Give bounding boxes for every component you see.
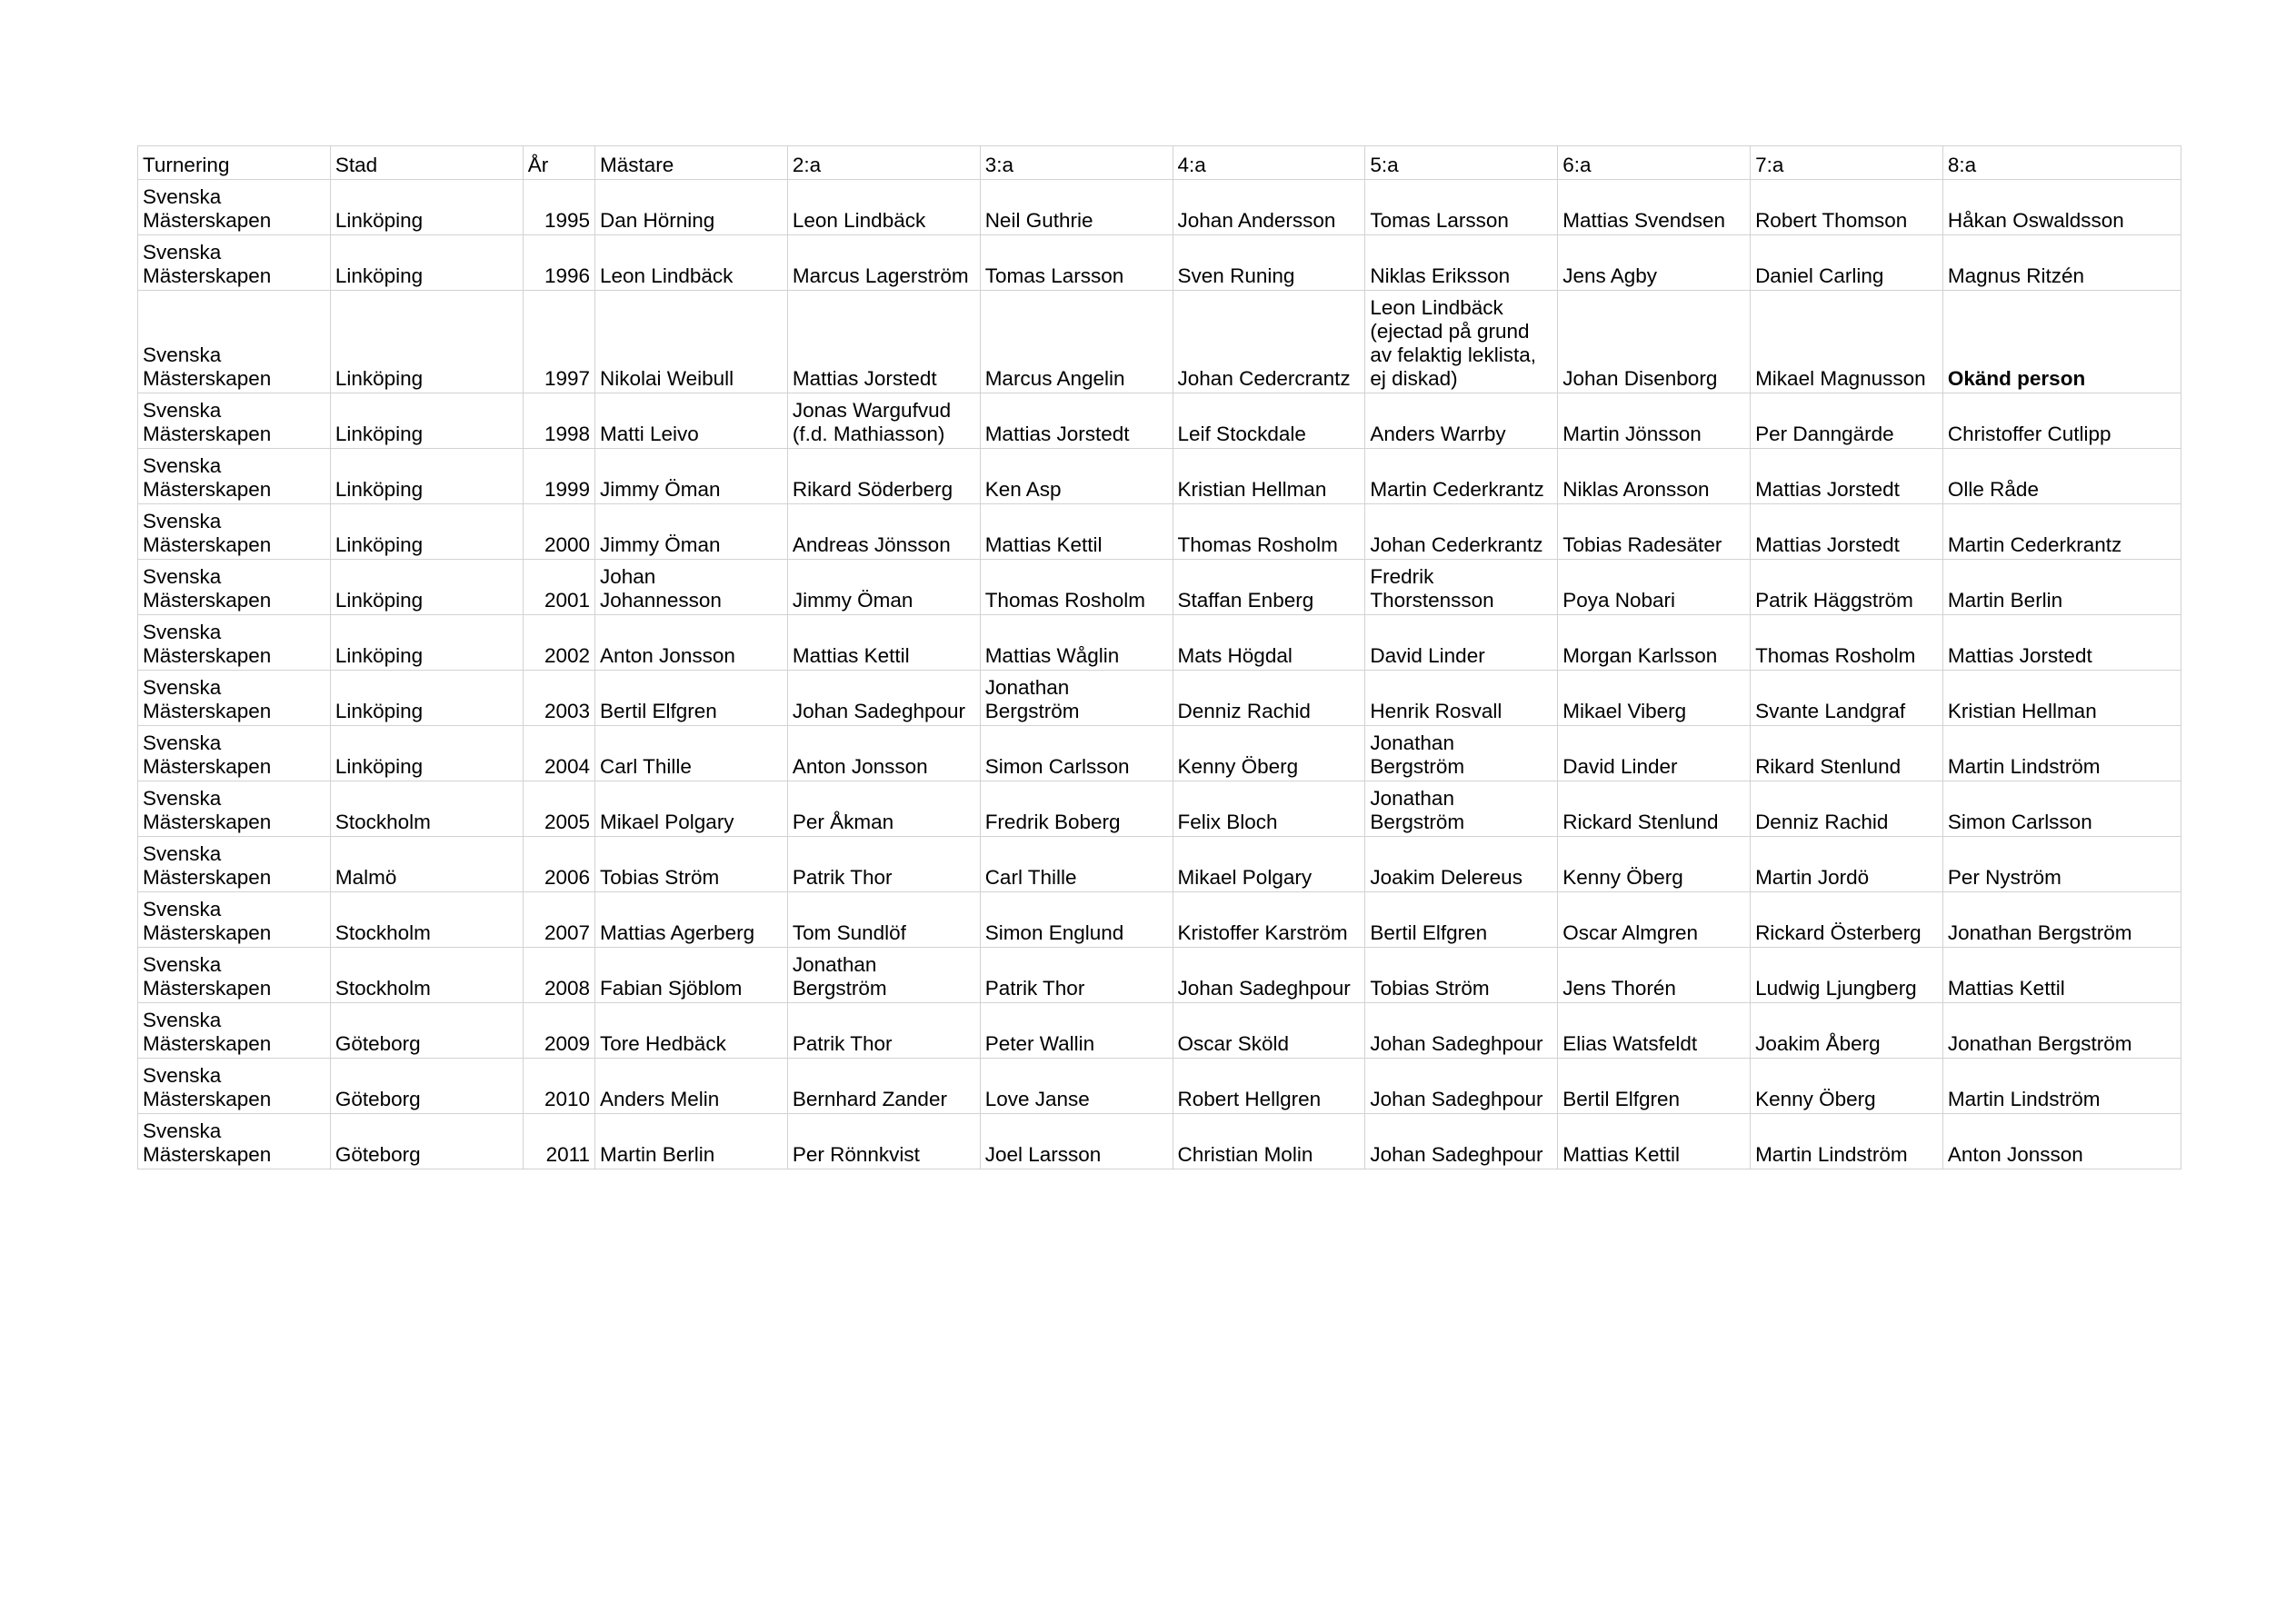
table-row	[138, 671, 2181, 726]
city-cell: Linköping	[330, 560, 523, 615]
fourth-place-cell: Sven Runing	[1173, 235, 1365, 291]
third-place-cell: Thomas Rosholm	[980, 560, 1173, 615]
fifth-place-cell: Joakim Delereus	[1365, 837, 1558, 892]
seventh-place-cell: Rikard Stenlund	[1751, 726, 1943, 781]
champion-cell: Johan Johannesson	[595, 560, 788, 615]
eighth-place-cell: Martin Cederkrantz	[1942, 504, 2181, 560]
tournament-cell: Svenska Mästerskapen	[138, 393, 331, 449]
table-body	[138, 180, 2181, 1169]
third-place-cell: Jonathan Bergström	[980, 671, 1173, 726]
eighth-place-cell: Jonathan Bergström	[1942, 892, 2181, 948]
eighth-place-cell: Magnus Ritzén	[1942, 235, 2181, 291]
champion-cell: Martin Berlin	[595, 1114, 788, 1169]
city-cell: Linköping	[330, 726, 523, 781]
table-row	[138, 504, 2181, 560]
second-place-cell: Jimmy Öman	[787, 560, 980, 615]
column-header: 7:a	[1751, 146, 1943, 180]
fifth-place-cell: Johan Cederkrantz	[1365, 504, 1558, 560]
champion-cell: Mattias Agerberg	[595, 892, 788, 948]
column-header: Turnering	[138, 146, 331, 180]
seventh-place-cell: Joakim Åberg	[1751, 1003, 1943, 1059]
eighth-place-cell: Martin Berlin	[1942, 560, 2181, 615]
second-place-cell: Per Åkman	[787, 781, 980, 837]
table-row	[138, 180, 2181, 235]
fourth-place-cell: Mikael Polgary	[1173, 837, 1365, 892]
city-cell: Stockholm	[330, 948, 523, 1003]
seventh-place-cell: Robert Thomson	[1751, 180, 1943, 235]
column-header: År	[523, 146, 594, 180]
fifth-place-cell: Martin Cederkrantz	[1365, 449, 1558, 504]
year-cell: 2007	[523, 892, 594, 948]
third-place-cell: Fredrik Boberg	[980, 781, 1173, 837]
column-header: 8:a	[1942, 146, 2181, 180]
city-cell: Linköping	[330, 671, 523, 726]
city-cell: Stockholm	[330, 781, 523, 837]
fifth-place-cell: Johan Sadeghpour	[1365, 1059, 1558, 1114]
second-place-cell: Anton Jonsson	[787, 726, 980, 781]
champion-cell: Anders Melin	[595, 1059, 788, 1114]
seventh-place-cell: Martin Lindström	[1751, 1114, 1943, 1169]
sixth-place-cell: Kenny Öberg	[1558, 837, 1751, 892]
fourth-place-cell: Johan Cedercrantz	[1173, 291, 1365, 393]
year-cell: 1995	[523, 180, 594, 235]
fifth-place-cell: Tomas Larsson	[1365, 180, 1558, 235]
third-place-cell: Ken Asp	[980, 449, 1173, 504]
second-place-cell: Leon Lindbäck	[787, 180, 980, 235]
eighth-place-cell: Mattias Kettil	[1942, 948, 2181, 1003]
year-cell: 2008	[523, 948, 594, 1003]
third-place-cell: Mattias Jorstedt	[980, 393, 1173, 449]
sixth-place-cell: Bertil Elfgren	[1558, 1059, 1751, 1114]
year-cell: 1996	[523, 235, 594, 291]
city-cell: Göteborg	[330, 1003, 523, 1059]
tournament-cell: Svenska Mästerskapen	[138, 892, 331, 948]
sixth-place-cell: Johan Disenborg	[1558, 291, 1751, 393]
champion-cell: Carl Thille	[595, 726, 788, 781]
champion-cell: Jimmy Öman	[595, 449, 788, 504]
year-cell: 2002	[523, 615, 594, 671]
sixth-place-cell: Elias Watsfeldt	[1558, 1003, 1751, 1059]
fifth-place-cell: Fredrik Thorstensson	[1365, 560, 1558, 615]
city-cell: Linköping	[330, 291, 523, 393]
table-row	[138, 291, 2181, 393]
fifth-place-cell: Henrik Rosvall	[1365, 671, 1558, 726]
tournament-cell: Svenska Mästerskapen	[138, 1114, 331, 1169]
fifth-place-cell: Bertil Elfgren	[1365, 892, 1558, 948]
fifth-place-cell: Leon Lindbäck (ejectad på grund av felaktig leklista, ej diskad)	[1365, 291, 1558, 393]
year-cell: 2005	[523, 781, 594, 837]
tournament-cell: Svenska Mästerskapen	[138, 560, 331, 615]
third-place-cell: Peter Wallin	[980, 1003, 1173, 1059]
table-row	[138, 948, 2181, 1003]
third-place-cell: Simon Englund	[980, 892, 1173, 948]
second-place-cell: Bernhard Zander	[787, 1059, 980, 1114]
fourth-place-cell: Thomas Rosholm	[1173, 504, 1365, 560]
sixth-place-cell: Niklas Aronsson	[1558, 449, 1751, 504]
year-cell: 2000	[523, 504, 594, 560]
header-row	[138, 146, 2181, 180]
seventh-place-cell: Rickard Österberg	[1751, 892, 1943, 948]
table-row	[138, 837, 2181, 892]
column-header: 5:a	[1365, 146, 1558, 180]
column-header: Stad	[330, 146, 523, 180]
tournament-cell: Svenska Mästerskapen	[138, 180, 331, 235]
year-cell: 1999	[523, 449, 594, 504]
eighth-place-cell: Martin Lindström	[1942, 1059, 2181, 1114]
eighth-place-cell: Håkan Oswaldsson	[1942, 180, 2181, 235]
fourth-place-cell: Kristian Hellman	[1173, 449, 1365, 504]
year-cell: 2001	[523, 560, 594, 615]
table-row	[138, 1003, 2181, 1059]
second-place-cell: Tom Sundlöf	[787, 892, 980, 948]
eighth-place-cell: Simon Carlsson	[1942, 781, 2181, 837]
year-cell: 2003	[523, 671, 594, 726]
second-place-cell: Andreas Jönsson	[787, 504, 980, 560]
seventh-place-cell: Mattias Jorstedt	[1751, 504, 1943, 560]
second-place-cell: Rikard Söderberg	[787, 449, 980, 504]
fourth-place-cell: Kristoffer Karström	[1173, 892, 1365, 948]
sixth-place-cell: David Linder	[1558, 726, 1751, 781]
tournament-cell: Svenska Mästerskapen	[138, 781, 331, 837]
second-place-cell: Patrik Thor	[787, 1003, 980, 1059]
tournament-cell: Svenska Mästerskapen	[138, 235, 331, 291]
second-place-cell: Per Rönnkvist	[787, 1114, 980, 1169]
third-place-cell: Carl Thille	[980, 837, 1173, 892]
eighth-place-cell: Kristian Hellman	[1942, 671, 2181, 726]
sixth-place-cell: Mattias Svendsen	[1558, 180, 1751, 235]
results-table	[137, 145, 2181, 1169]
champion-cell: Anton Jonsson	[595, 615, 788, 671]
year-cell: 2006	[523, 837, 594, 892]
champion-cell: Bertil Elfgren	[595, 671, 788, 726]
fourth-place-cell: Kenny Öberg	[1173, 726, 1365, 781]
year-cell: 2004	[523, 726, 594, 781]
seventh-place-cell: Patrik Häggström	[1751, 560, 1943, 615]
eighth-place-cell: Okänd person	[1942, 291, 2181, 393]
second-place-cell: Mattias Kettil	[787, 615, 980, 671]
champion-cell: Fabian Sjöblom	[595, 948, 788, 1003]
champion-cell: Dan Hörning	[595, 180, 788, 235]
fifth-place-cell: Niklas Eriksson	[1365, 235, 1558, 291]
seventh-place-cell: Mattias Jorstedt	[1751, 449, 1943, 504]
seventh-place-cell: Mikael Magnusson	[1751, 291, 1943, 393]
column-header: 4:a	[1173, 146, 1365, 180]
city-cell: Stockholm	[330, 892, 523, 948]
second-place-cell: Mattias Jorstedt	[787, 291, 980, 393]
column-header: Mästare	[595, 146, 788, 180]
eighth-place-cell: Jonathan Bergström	[1942, 1003, 2181, 1059]
sixth-place-cell: Poya Nobari	[1558, 560, 1751, 615]
city-cell: Göteborg	[330, 1059, 523, 1114]
seventh-place-cell: Kenny Öberg	[1751, 1059, 1943, 1114]
year-cell: 2011	[523, 1114, 594, 1169]
year-cell: 1997	[523, 291, 594, 393]
year-cell: 2009	[523, 1003, 594, 1059]
sixth-place-cell: Jens Agby	[1558, 235, 1751, 291]
third-place-cell: Joel Larsson	[980, 1114, 1173, 1169]
third-place-cell: Mattias Wåglin	[980, 615, 1173, 671]
fourth-place-cell: Johan Sadeghpour	[1173, 948, 1365, 1003]
fourth-place-cell: Felix Bloch	[1173, 781, 1365, 837]
fifth-place-cell: David Linder	[1365, 615, 1558, 671]
fifth-place-cell: Johan Sadeghpour	[1365, 1114, 1558, 1169]
column-header: 3:a	[980, 146, 1173, 180]
tournament-cell: Svenska Mästerskapen	[138, 671, 331, 726]
city-cell: Linköping	[330, 504, 523, 560]
city-cell: Linköping	[330, 615, 523, 671]
table-row	[138, 235, 2181, 291]
second-place-cell: Jonas Wargufvud (f.d. Mathiasson)	[787, 393, 980, 449]
third-place-cell: Marcus Angelin	[980, 291, 1173, 393]
sixth-place-cell: Oscar Almgren	[1558, 892, 1751, 948]
third-place-cell: Patrik Thor	[980, 948, 1173, 1003]
fourth-place-cell: Christian Molin	[1173, 1114, 1365, 1169]
table-row	[138, 1114, 2181, 1169]
fifth-place-cell: Tobias Ström	[1365, 948, 1558, 1003]
second-place-cell: Marcus Lagerström	[787, 235, 980, 291]
seventh-place-cell: Svante Landgraf	[1751, 671, 1943, 726]
fifth-place-cell: Anders Warrby	[1365, 393, 1558, 449]
tournament-cell: Svenska Mästerskapen	[138, 1003, 331, 1059]
seventh-place-cell: Denniz Rachid	[1751, 781, 1943, 837]
column-header: 6:a	[1558, 146, 1751, 180]
third-place-cell: Neil Guthrie	[980, 180, 1173, 235]
city-cell: Linköping	[330, 180, 523, 235]
tournament-cell: Svenska Mästerskapen	[138, 504, 331, 560]
fourth-place-cell: Johan Andersson	[1173, 180, 1365, 235]
champion-cell: Leon Lindbäck	[595, 235, 788, 291]
column-header: 2:a	[787, 146, 980, 180]
tournament-cell: Svenska Mästerskapen	[138, 615, 331, 671]
seventh-place-cell: Martin Jordö	[1751, 837, 1943, 892]
fourth-place-cell: Leif Stockdale	[1173, 393, 1365, 449]
second-place-cell: Patrik Thor	[787, 837, 980, 892]
eighth-place-cell: Per Nyström	[1942, 837, 2181, 892]
city-cell: Linköping	[330, 235, 523, 291]
eighth-place-cell: Christoffer Cutlipp	[1942, 393, 2181, 449]
year-cell: 2010	[523, 1059, 594, 1114]
sixth-place-cell: Rickard Stenlund	[1558, 781, 1751, 837]
table-row	[138, 892, 2181, 948]
table-row	[138, 615, 2181, 671]
table-row	[138, 781, 2181, 837]
fifth-place-cell: Jonathan Bergström	[1365, 781, 1558, 837]
fourth-place-cell: Staffan Enberg	[1173, 560, 1365, 615]
sixth-place-cell: Mikael Viberg	[1558, 671, 1751, 726]
seventh-place-cell: Per Danngärde	[1751, 393, 1943, 449]
table-row	[138, 560, 2181, 615]
table-row	[138, 449, 2181, 504]
third-place-cell: Love Janse	[980, 1059, 1173, 1114]
fifth-place-cell: Johan Sadeghpour	[1365, 1003, 1558, 1059]
seventh-place-cell: Thomas Rosholm	[1751, 615, 1943, 671]
table-row	[138, 726, 2181, 781]
city-cell: Linköping	[330, 449, 523, 504]
champion-cell: Tobias Ström	[595, 837, 788, 892]
sixth-place-cell: Mattias Kettil	[1558, 1114, 1751, 1169]
table-row	[138, 1059, 2181, 1114]
table-row	[138, 393, 2181, 449]
third-place-cell: Mattias Kettil	[980, 504, 1173, 560]
year-cell: 1998	[523, 393, 594, 449]
champion-cell: Tore Hedbäck	[595, 1003, 788, 1059]
fourth-place-cell: Oscar Sköld	[1173, 1003, 1365, 1059]
champion-cell: Matti Leivo	[595, 393, 788, 449]
fifth-place-cell: Jonathan Bergström	[1365, 726, 1558, 781]
third-place-cell: Simon Carlsson	[980, 726, 1173, 781]
sixth-place-cell: Jens Thorén	[1558, 948, 1751, 1003]
tournament-cell: Svenska Mästerskapen	[138, 291, 331, 393]
city-cell: Linköping	[330, 393, 523, 449]
tournament-cell: Svenska Mästerskapen	[138, 837, 331, 892]
eighth-place-cell: Anton Jonsson	[1942, 1114, 2181, 1169]
eighth-place-cell: Martin Lindström	[1942, 726, 2181, 781]
champion-cell: Nikolai Weibull	[595, 291, 788, 393]
tournament-cell: Svenska Mästerskapen	[138, 726, 331, 781]
tournament-cell: Svenska Mästerskapen	[138, 449, 331, 504]
champion-cell: Jimmy Öman	[595, 504, 788, 560]
sixth-place-cell: Martin Jönsson	[1558, 393, 1751, 449]
seventh-place-cell: Daniel Carling	[1751, 235, 1943, 291]
fourth-place-cell: Robert Hellgren	[1173, 1059, 1365, 1114]
city-cell: Malmö	[330, 837, 523, 892]
third-place-cell: Tomas Larsson	[980, 235, 1173, 291]
second-place-cell: Johan Sadeghpour	[787, 671, 980, 726]
tournament-cell: Svenska Mästerskapen	[138, 948, 331, 1003]
sixth-place-cell: Morgan Karlsson	[1558, 615, 1751, 671]
seventh-place-cell: Ludwig Ljungberg	[1751, 948, 1943, 1003]
eighth-place-cell: Olle Råde	[1942, 449, 2181, 504]
fourth-place-cell: Denniz Rachid	[1173, 671, 1365, 726]
second-place-cell: Jonathan Bergström	[787, 948, 980, 1003]
eighth-place-cell: Mattias Jorstedt	[1942, 615, 2181, 671]
sixth-place-cell: Tobias Radesäter	[1558, 504, 1751, 560]
fourth-place-cell: Mats Högdal	[1173, 615, 1365, 671]
tournament-cell: Svenska Mästerskapen	[138, 1059, 331, 1114]
champion-cell: Mikael Polgary	[595, 781, 788, 837]
city-cell: Göteborg	[330, 1114, 523, 1169]
